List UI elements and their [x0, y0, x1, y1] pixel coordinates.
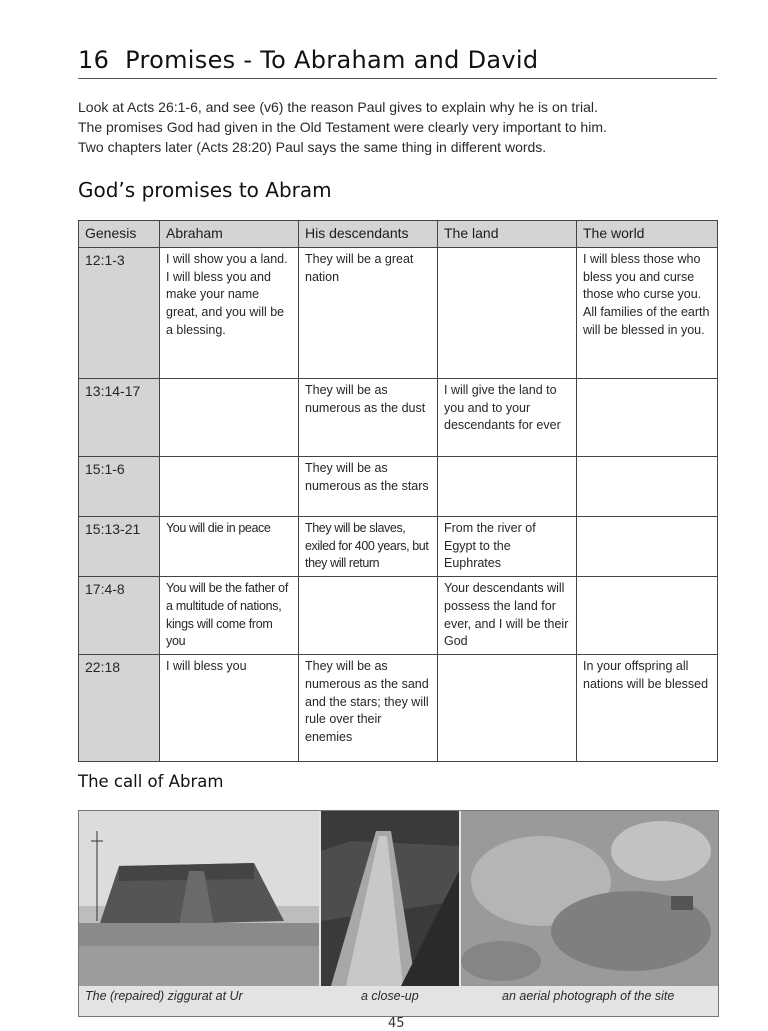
intro-line: The promises God had given in the Old Testament were clearly very important to him. [78, 119, 607, 135]
chapter-number: 16 [78, 46, 110, 74]
land-cell: From the river of Egypt to the Euphrates [438, 517, 577, 577]
world-cell [577, 517, 718, 577]
photo-strip [78, 810, 719, 1017]
table-row [79, 517, 718, 577]
world-cell [577, 577, 718, 655]
land-cell [438, 457, 577, 517]
world-cell [577, 457, 718, 517]
aerial-photo [461, 811, 718, 986]
genesis-reference: 12:1-3 [79, 248, 160, 379]
page-title [78, 46, 717, 79]
table-row [79, 248, 718, 379]
ziggurat-photo [79, 811, 319, 986]
page-number: 45 [388, 1016, 405, 1031]
table-header-row [79, 221, 718, 248]
intro-paragraph [78, 97, 723, 157]
abraham-cell: I will show you a land. I will bless you and make your name great, and you will be a blessing. [160, 248, 299, 379]
descendants-cell: They will be as numerous as the dust [299, 379, 438, 457]
descendants-cell: They will be slaves, exiled for 400 years, but they will return [299, 517, 438, 577]
land-cell: I will give the land to you and to your descendants for ever [438, 379, 577, 457]
descendants-cell: They will be as numerous as the stars [299, 457, 438, 517]
descendants-cell: They will be as numerous as the sand and the stars; they will rule over their enemies [299, 655, 438, 762]
land-cell [438, 248, 577, 379]
abraham-cell [160, 457, 299, 517]
table-row [79, 577, 718, 655]
genesis-reference: 22:18 [79, 655, 160, 762]
world-cell: In your offspring all nations will be blessed [577, 655, 718, 762]
ziggurat-caption: The (repaired) ziggurat at Ur [85, 989, 243, 1003]
column-header-land: The land [438, 221, 577, 248]
genesis-reference: 15:13-21 [79, 517, 160, 577]
world-cell: I will bless those who bless you and curse those who curse you. All families of the earth will be blessed in you. [577, 248, 718, 379]
aerial-caption: an aerial photograph of the site [502, 989, 675, 1003]
abraham-cell: I will bless you [160, 655, 299, 762]
land-cell [438, 655, 577, 762]
genesis-reference: 15:1-6 [79, 457, 160, 517]
abraham-cell [160, 379, 299, 457]
column-header-genesis: Genesis [79, 221, 160, 248]
table-row [79, 655, 718, 762]
abraham-cell: You will die in peace [160, 517, 299, 577]
land-cell: Your descendants will possess the land for ever, and I will be their God [438, 577, 577, 655]
promises-heading: God’s promises to Abram [78, 178, 332, 202]
world-cell [577, 379, 718, 457]
column-header-descendants: His descendants [299, 221, 438, 248]
promises-table [78, 220, 718, 762]
column-header-abraham: Abraham [160, 221, 299, 248]
genesis-reference: 13:14-17 [79, 379, 160, 457]
chapter-title: Promises - To Abraham and David [125, 46, 539, 74]
table-row [79, 457, 718, 517]
descendants-cell [299, 577, 438, 655]
intro-line: Look at Acts 26:1-6, and see (v6) the reason Paul gives to explain why he is on trial. [78, 99, 598, 115]
closeup-caption: a close-up [361, 989, 419, 1003]
descendants-cell: They will be a great nation [299, 248, 438, 379]
column-header-world: The world [577, 221, 718, 248]
closeup-photo [321, 811, 459, 986]
abraham-cell: You will be the father of a multitude of nations, kings will come from you [160, 577, 299, 655]
call-heading: The call of Abram [78, 772, 224, 791]
genesis-reference: 17:4-8 [79, 577, 160, 655]
table-row [79, 379, 718, 457]
intro-line: Two chapters later (Acts 28:20) Paul says the same thing in different words. [78, 139, 547, 155]
